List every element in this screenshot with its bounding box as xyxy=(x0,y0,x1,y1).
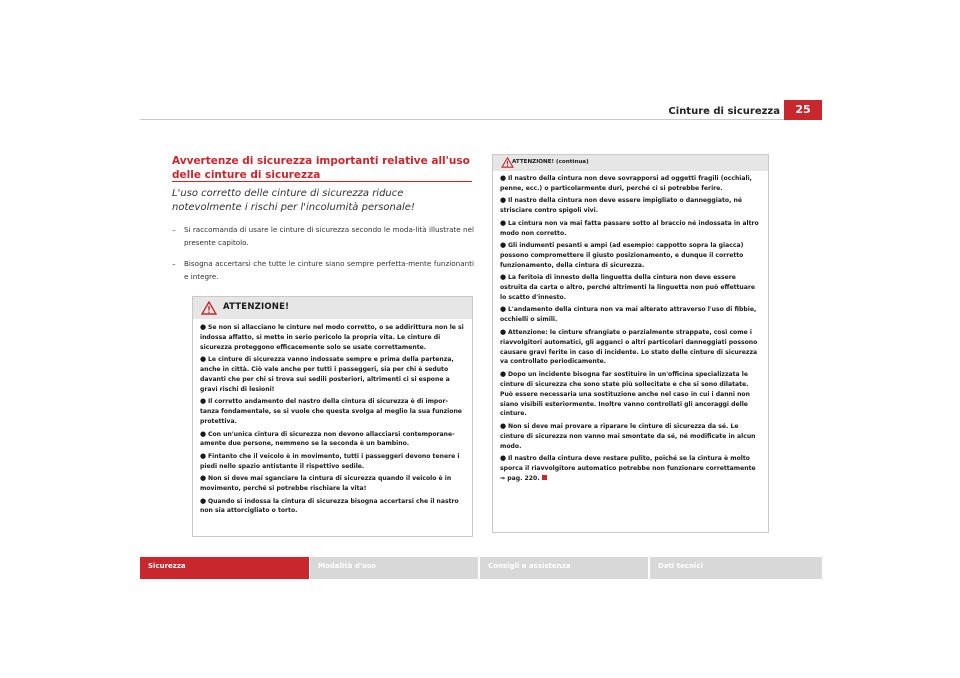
bullet-icon: ● xyxy=(200,323,207,331)
tab-label: Dati tecnici xyxy=(658,562,703,570)
section-intro: L'uso corretto delle cinture di sicurezza riduce notevolmente i rischi per l'incolumità personale! xyxy=(172,188,415,213)
bullet-icon: ● xyxy=(200,397,207,406)
bullet-icon: ● xyxy=(500,421,507,430)
page-number: 25 xyxy=(784,100,822,120)
warning-header xyxy=(493,155,768,171)
bullet-icon: ● xyxy=(200,451,207,460)
bullet-icon: ● xyxy=(200,474,207,483)
tab-label: Modalità d'uso xyxy=(318,562,376,570)
warning-item: ● Non si deve mai sganciare la cintura di sicurezza quando il veicolo è in movimento, perché si potrebbe rischiare la vita! xyxy=(200,474,452,493)
tab-label: Consigli e assistenza xyxy=(488,562,571,570)
bullet-icon: ● xyxy=(500,196,507,205)
warning-item: ● Quando si indossa la cintura di sicurezza bisogna accertarsi che il nastro non sia attorcigliato o torto. xyxy=(200,496,459,515)
tab-modalita-uso[interactable] xyxy=(310,557,478,579)
bullet-icon: ● xyxy=(500,218,507,227)
warning-item: ● L'andamento della cintura non va mai alterato attraverso l'uso di fibbie, occhielli o simili. xyxy=(500,305,757,324)
warning-list xyxy=(493,171,768,484)
bullet-icon: ● xyxy=(500,305,507,314)
tab-label: Sicurezza xyxy=(148,562,186,570)
tab-sicurezza[interactable] xyxy=(140,557,309,579)
warning-list xyxy=(193,319,472,516)
ref-arrow-icon: ⇒ xyxy=(500,474,506,482)
bullet-icon: ● xyxy=(200,496,207,505)
bullet-icon: ● xyxy=(500,327,507,336)
warning-item: ● Fintanto che il veicolo è in movimento, tutti i passeggeri devono tenere i piedi nello spazio antistante il rispettivo sedile. xyxy=(200,451,460,470)
bullet-icon: ● xyxy=(500,174,507,182)
warning-item: ● Non si deve mai provare a riparare le cinture di sicurezza da sé. Le cinture di sicurezza non vanno mai smontate da sé, né modificate in alcun modo. xyxy=(500,421,756,450)
page-reference-link[interactable]: pag. 220. xyxy=(507,474,540,482)
section-rule xyxy=(172,181,472,182)
tab-dati-tecnici[interactable] xyxy=(650,557,822,579)
warning-item: ● Dopo un incidente bisogna far sostituire in un'officina specializzata le cinture di sicurezza che sono state più sollecitate e che si sono dilatate. Può essere necessaria una sostituzione anche nel caso in cui i danni non siano visibili esteriormente. Inoltre vanno controllati gli ancoraggi delle cinture. xyxy=(500,369,750,418)
warning-triangle-icon xyxy=(201,301,217,315)
warning-item: ● Se non si allacciano le cinture nel modo corretto, o se addirittura non le si indossa affatto, si mette in serio pericolo la propria vita. Le cinture di sicurezza proteggono efficacemente solo se usate correttamente. xyxy=(200,323,464,351)
warning-title: ATTENZIONE! (continua) xyxy=(512,159,589,165)
warning-item: ● Le cinture di sicurezza vanno indossate sempre e prima della partenza, anche in città. Ciò vale anche per tutti i passeggeri, sia per chi è seduto davanti che per chi si trova sui sedili posteriori, altrimenti ci si espone a gravi rischi di lesioni! xyxy=(200,355,454,393)
warning-item: ● La cintura non va mai fatta passare sotto al braccio né indossata in altro modo non corretto. xyxy=(500,218,759,237)
bullet-icon: ● xyxy=(500,369,507,378)
list-item: – Bisogna accertarsi che tutte le cinture siano sempre perfetta-mente funzionanti e integre. xyxy=(172,258,474,283)
warning-item: ● Il nastro della cintura non deve sovrapporsi ad oggetti fragili (occhiali, penne, ecc.) o particolarmente duri, perché ci si potrebbe ferire. xyxy=(500,174,752,192)
end-square-icon xyxy=(542,475,547,480)
bullet-icon: ● xyxy=(500,240,507,249)
bullet-icon: ● xyxy=(200,429,207,438)
section-title: Avvertenze di sicurezza importanti relative all'uso delle cinture di sicurezza xyxy=(172,155,470,181)
warning-box xyxy=(192,296,473,537)
tab-consigli-assistenza[interactable] xyxy=(480,557,648,579)
warning-box-continued xyxy=(492,154,769,533)
warning-title: ATTENZIONE! xyxy=(223,302,290,312)
warning-header xyxy=(193,297,472,319)
warning-item: ● Il nastro della cintura non deve essere impigliato o danneggiato, né strisciare contro spigoli vivi. xyxy=(500,196,742,215)
warning-item: ● La feritoia di innesto della linguetta della cintura non deve essere ostruita da carta o altro, perché altrimenti la linguetta non può effettuare lo scatto d'innesto. xyxy=(500,273,756,301)
warning-item: ● Attenzione: le cinture sfrangiate o parzialmente strappate, così come i riavvolgitori automatici, gli agganci o altri particolari danneggiati possono causare gravi ferite in caso di incidente. Lo stato delle cinture di sicurezza va controllato periodicamente. xyxy=(500,327,758,366)
bullet-icon: ● xyxy=(500,273,507,282)
running-header-title: Cinture di sicurezza xyxy=(668,106,780,117)
list-item: – Si raccomanda di usare le cinture di sicurezza secondo le moda-lità illustrate nel presente capitolo. xyxy=(172,224,474,249)
warning-item: ● Il corretto andamento del nastro della cintura di sicurezza è di impor-tanza fondamentale, se si vuole che questa svolga al meglio la sua funzione protettiva. xyxy=(200,397,462,426)
warning-item: ● Con un'unica cintura di sicurezza non devono allacciarsi contemporane-amente due persone, nemmeno se la seconda è un bambino. xyxy=(200,429,455,448)
dash-list xyxy=(172,224,474,292)
header-rule xyxy=(140,119,822,120)
bullet-icon: ● xyxy=(200,355,207,364)
bullet-icon: ● xyxy=(500,454,507,463)
warning-item: ● Il nastro della cintura deve restare pulito, poiché se la cintura è molto sporca il riavvolgitore automatico potrebbe non funzionare correttamente ⇒ pag. 220. xyxy=(500,454,756,482)
warning-item: ● Gli indumenti pesanti e ampi (ad esempio: cappotto sopra la giacca) possono compromettere il giusto posizionamento, e dunque il corretto funzionamento, della cintura di sicurezza. xyxy=(500,240,744,269)
